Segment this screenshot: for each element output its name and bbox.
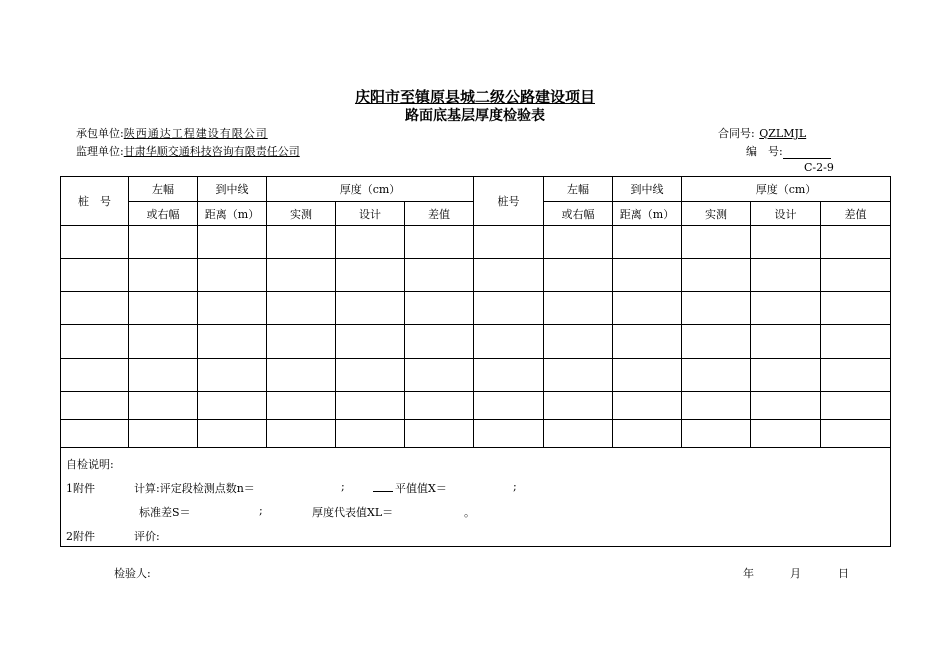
- thickness-header: 厚度（cm）: [267, 177, 474, 202]
- distance-header-bottom: 距离（m）: [198, 202, 267, 226]
- design-header: 设计: [336, 202, 405, 226]
- table-cell[interactable]: [821, 292, 891, 325]
- table-cell[interactable]: [267, 392, 336, 420]
- table-cell[interactable]: [751, 325, 821, 359]
- attachment-2-label: 2附件: [66, 530, 95, 543]
- table-cell[interactable]: [336, 359, 405, 392]
- year-label: 年: [743, 567, 754, 580]
- table-cell[interactable]: [198, 259, 267, 292]
- contract-no-value: QZLMJL: [759, 127, 807, 140]
- table-cell[interactable]: [336, 420, 405, 448]
- semicolon-3: ;: [259, 504, 263, 517]
- header-row-1: [61, 177, 891, 202]
- mean-prefix-blank: [373, 481, 393, 492]
- table-cell[interactable]: [129, 392, 198, 420]
- table-cell[interactable]: [336, 226, 405, 259]
- table-cell[interactable]: [474, 359, 544, 392]
- table-cell[interactable]: [198, 226, 267, 259]
- table-cell[interactable]: [682, 392, 751, 420]
- table-cell[interactable]: [267, 292, 336, 325]
- table-cell[interactable]: [474, 325, 544, 359]
- measured-header-right: 实测: [682, 202, 751, 226]
- table-cell[interactable]: [61, 420, 129, 448]
- table-row: [61, 292, 891, 325]
- table-cell[interactable]: [751, 292, 821, 325]
- table-cell[interactable]: [751, 359, 821, 392]
- table-row: [61, 420, 891, 448]
- table-cell[interactable]: [682, 325, 751, 359]
- station-header-right: 桩号: [474, 177, 544, 226]
- table-cell[interactable]: [129, 259, 198, 292]
- table-cell[interactable]: [821, 226, 891, 259]
- table-cell[interactable]: [198, 325, 267, 359]
- table-cell[interactable]: [821, 359, 891, 392]
- distance-header-top: 到中线: [198, 177, 267, 202]
- representative-label: 厚度代表值XL＝: [312, 506, 394, 519]
- calc-label: 计算:评定段检测点数n＝: [134, 482, 255, 495]
- diff-header: 差值: [405, 202, 474, 226]
- diff-header-right: 差值: [821, 202, 891, 226]
- table-cell[interactable]: [336, 325, 405, 359]
- period: 。: [464, 506, 475, 519]
- table-cell[interactable]: [544, 420, 613, 448]
- notes-row: [61, 448, 891, 547]
- table-cell[interactable]: [474, 392, 544, 420]
- table-cell[interactable]: [474, 420, 544, 448]
- month-label: 月: [790, 567, 801, 580]
- table-cell[interactable]: [474, 259, 544, 292]
- table-cell[interactable]: [821, 420, 891, 448]
- mean-label: 平值值X＝: [395, 482, 447, 495]
- supervisor-label: 监理单位:: [76, 145, 124, 158]
- supervisor-row: [76, 143, 300, 159]
- semicolon-1: ;: [341, 480, 345, 493]
- distance-header-bottom-right: 距离（m）: [613, 202, 682, 226]
- table-cell[interactable]: [405, 226, 474, 259]
- table-cell[interactable]: [544, 359, 613, 392]
- contractor-row: [76, 125, 268, 141]
- table-cell[interactable]: [613, 292, 682, 325]
- table-cell[interactable]: [613, 420, 682, 448]
- table-cell[interactable]: [61, 226, 129, 259]
- table-cell[interactable]: [405, 292, 474, 325]
- design-header-right: 设计: [751, 202, 821, 226]
- contract-no-row: [718, 125, 811, 141]
- table-cell[interactable]: [751, 420, 821, 448]
- table-cell[interactable]: [613, 325, 682, 359]
- table-cell[interactable]: [405, 359, 474, 392]
- table-row: [61, 392, 891, 420]
- semicolon-2: ;: [513, 480, 517, 493]
- table-row: [61, 226, 891, 259]
- table-cell[interactable]: [198, 292, 267, 325]
- table-cell[interactable]: [61, 359, 129, 392]
- table-cell[interactable]: [682, 359, 751, 392]
- mean-row: [373, 480, 447, 496]
- number-label: 编 号:: [746, 145, 783, 158]
- table-cell[interactable]: [682, 226, 751, 259]
- number-blank: [783, 147, 831, 159]
- table-cell[interactable]: [336, 392, 405, 420]
- std-label: 标准差S＝: [139, 506, 191, 519]
- table-cell[interactable]: [821, 259, 891, 292]
- form-code: C-2-9: [804, 161, 834, 174]
- table-cell[interactable]: [751, 259, 821, 292]
- table-cell[interactable]: [61, 325, 129, 359]
- table-cell[interactable]: [267, 420, 336, 448]
- table-cell[interactable]: [544, 226, 613, 259]
- table-cell[interactable]: [61, 259, 129, 292]
- table-cell[interactable]: [474, 292, 544, 325]
- inspection-table: [60, 176, 891, 547]
- inspector-label: 检验人:: [114, 567, 151, 580]
- distance-header-top-right: 到中线: [613, 177, 682, 202]
- table-cell[interactable]: [544, 325, 613, 359]
- station-header: 桩 号: [61, 177, 129, 226]
- table-cell[interactable]: [129, 226, 198, 259]
- table-cell[interactable]: [336, 259, 405, 292]
- side-header-top: 左幅: [129, 177, 198, 202]
- evaluation-label: 评价:: [134, 530, 160, 543]
- table-cell[interactable]: [198, 359, 267, 392]
- table-cell[interactable]: [544, 259, 613, 292]
- document-subtitle: 路面底基层厚度检验表: [405, 108, 545, 124]
- table-cell[interactable]: [129, 420, 198, 448]
- table-cell[interactable]: [405, 392, 474, 420]
- document-title: 庆阳市至镇原县城二级公路建设项目: [354, 88, 595, 106]
- table-cell[interactable]: [474, 226, 544, 259]
- table-cell[interactable]: [751, 392, 821, 420]
- table-cell[interactable]: [821, 325, 891, 359]
- table-cell[interactable]: [613, 392, 682, 420]
- contractor-value: 陕西通达工程建设有限公司: [123, 127, 268, 140]
- table-cell[interactable]: [336, 292, 405, 325]
- table-cell[interactable]: [267, 359, 336, 392]
- measured-header: 实测: [267, 202, 336, 226]
- table-cell[interactable]: [682, 292, 751, 325]
- table-cell[interactable]: [821, 392, 891, 420]
- table-cell[interactable]: [267, 226, 336, 259]
- side-header-top-right: 左幅: [544, 177, 613, 202]
- table-cell[interactable]: [405, 325, 474, 359]
- notes-cell: [61, 448, 891, 547]
- table-cell[interactable]: [129, 292, 198, 325]
- table-cell[interactable]: [613, 359, 682, 392]
- number-row: [746, 143, 831, 159]
- supervisor-value: 甘肃华顺交通科技咨询有限责任公司: [123, 145, 300, 158]
- day-label: 日: [838, 567, 849, 580]
- table-row: [61, 359, 891, 392]
- table-cell[interactable]: [751, 226, 821, 259]
- table-cell[interactable]: [613, 226, 682, 259]
- thickness-header-right: 厚度（cm）: [682, 177, 891, 202]
- side-header-bottom-right: 或右幅: [544, 202, 613, 226]
- table-cell[interactable]: [267, 259, 336, 292]
- contractor-label: 承包单位:: [76, 127, 124, 140]
- table-cell[interactable]: [61, 292, 129, 325]
- table-cell[interactable]: [267, 325, 336, 359]
- contract-no-label: 合同号:: [718, 127, 755, 140]
- table-cell[interactable]: [198, 420, 267, 448]
- table-cell[interactable]: [544, 292, 613, 325]
- table-cell[interactable]: [61, 392, 129, 420]
- table-cell[interactable]: [405, 420, 474, 448]
- table-row: [61, 259, 891, 292]
- attachment-1-label: 1附件: [66, 482, 95, 495]
- table-cell[interactable]: [129, 325, 198, 359]
- table-cell[interactable]: [544, 392, 613, 420]
- table-cell[interactable]: [198, 392, 267, 420]
- table-cell[interactable]: [405, 259, 474, 292]
- table-cell[interactable]: [682, 259, 751, 292]
- self-check-label: 自检说明:: [66, 458, 114, 471]
- table-cell[interactable]: [129, 359, 198, 392]
- side-header-bottom: 或右幅: [129, 202, 198, 226]
- table-cell[interactable]: [682, 420, 751, 448]
- table-row: [61, 325, 891, 359]
- table-cell[interactable]: [613, 259, 682, 292]
